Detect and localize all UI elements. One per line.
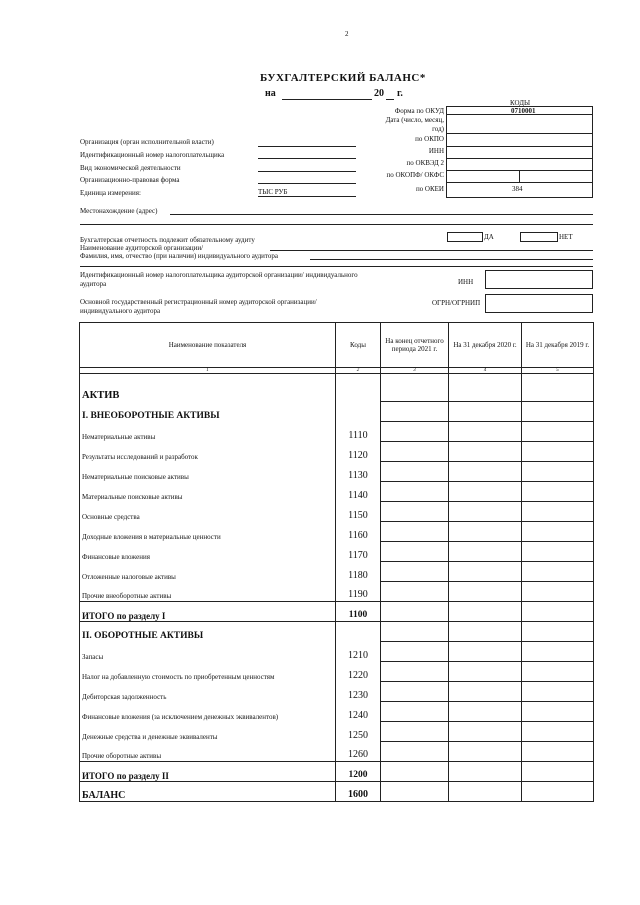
col-number: 2	[336, 368, 381, 374]
section-1-heading: I. ВНЕОБОРОТНЫЕ АКТИВЫ	[80, 402, 336, 422]
row-code: 1210	[336, 642, 381, 662]
value-cell[interactable]	[449, 462, 522, 482]
row-code: 1220	[336, 662, 381, 682]
value-cell[interactable]	[449, 442, 522, 462]
org-input-line[interactable]	[258, 146, 356, 147]
row-code: 1120	[336, 442, 381, 462]
value-cell[interactable]	[522, 502, 594, 522]
value-cell[interactable]	[449, 602, 522, 622]
value-cell[interactable]	[522, 682, 594, 702]
value-cell[interactable]	[522, 482, 594, 502]
table-row	[80, 742, 594, 762]
audit-no-label: НЕТ	[559, 233, 573, 241]
table-row	[80, 642, 594, 662]
location-label: Местонахождение (адрес)	[80, 207, 158, 215]
audit-ogrn-label: ОГРН/ОГРНИП	[432, 299, 481, 307]
value-cell[interactable]	[449, 482, 522, 502]
header-name: Наименование показателя	[80, 323, 336, 368]
value-cell[interactable]	[522, 542, 594, 562]
section-2-heading: II. ОБОРОТНЫЕ АКТИВЫ	[80, 622, 336, 642]
row-label: Дебиторская задолженность	[80, 682, 336, 702]
audit-subject: Бухгалтерская отчетность подлежит обязательному аудиту	[80, 236, 255, 244]
date-label-line1: Дата (число, месяц,	[385, 116, 444, 124]
value-cell[interactable]	[381, 442, 449, 462]
row-label: Запасы	[80, 642, 336, 662]
row-label: Основные средства	[80, 502, 336, 522]
year-suffix: г.	[397, 88, 403, 99]
table-row	[80, 562, 594, 582]
balance-label: БАЛАНС	[80, 782, 336, 802]
value-cell[interactable]	[522, 602, 594, 622]
row-code: 1110	[336, 422, 381, 442]
value-cell[interactable]	[381, 642, 449, 662]
value-cell[interactable]	[449, 582, 522, 602]
audit-inn-input[interactable]	[485, 270, 593, 289]
value-cell[interactable]	[522, 462, 594, 482]
balance-code: 1600	[336, 782, 381, 802]
row-code: 1130	[336, 462, 381, 482]
value-cell[interactable]	[449, 422, 522, 442]
table-row	[80, 722, 594, 742]
value-cell[interactable]	[449, 702, 522, 722]
okud-value: 0710001	[511, 107, 536, 115]
date-day-month-line[interactable]	[282, 99, 372, 100]
header-period-end: На конец отчетного периода 2021 г.	[381, 323, 449, 368]
table-row	[80, 422, 594, 442]
row-code: 1180	[336, 562, 381, 582]
value-cell[interactable]	[381, 722, 449, 742]
section-2-rows	[80, 642, 594, 762]
audit-no-checkbox[interactable]	[520, 232, 558, 242]
value-cell[interactable]	[522, 782, 594, 802]
row-label: Отложенные налоговые активы	[80, 562, 336, 582]
value-cell[interactable]	[449, 642, 522, 662]
unit-label: Единица измерения:	[80, 189, 141, 197]
year-line[interactable]	[386, 99, 394, 100]
col-number: 5	[522, 368, 594, 374]
row-code: 1140	[336, 482, 381, 502]
audit-inn-label: ИНН	[458, 278, 474, 286]
row-label: Нематериальные активы	[80, 422, 336, 442]
row-code: 1160	[336, 522, 381, 542]
audit-org-input-line[interactable]	[270, 250, 593, 251]
value-cell[interactable]	[381, 542, 449, 562]
value-cell[interactable]	[522, 762, 594, 782]
value-cell[interactable]	[449, 522, 522, 542]
okved-label: по ОКВЭД 2	[406, 159, 444, 167]
table-row	[80, 442, 594, 462]
value-cell[interactable]	[449, 722, 522, 742]
auditor-name-input-line[interactable]	[310, 259, 593, 260]
col-number: 4	[449, 368, 522, 374]
audit-ogrn-text-1: Основной государственный регистрационный номер аудиторской организации/	[80, 298, 317, 306]
row-label: Нематериальные поисковые активы	[80, 462, 336, 482]
row-code: 1190	[336, 582, 381, 602]
col-number: 3	[381, 368, 449, 374]
value-cell[interactable]	[381, 522, 449, 542]
value-cell[interactable]	[522, 442, 594, 462]
row-code: 1230	[336, 682, 381, 702]
row-label: Денежные средства и денежные эквиваленты	[80, 722, 336, 742]
unit-value: ТЫС РУБ	[258, 188, 288, 196]
location-input-line[interactable]	[170, 214, 593, 215]
value-cell[interactable]	[381, 762, 449, 782]
value-cell[interactable]	[449, 662, 522, 682]
row-code: 1240	[336, 702, 381, 722]
legal-form-label: Организационно-правовая форма	[80, 176, 180, 184]
value-cell[interactable]	[522, 642, 594, 662]
total-2-label: ИТОГО по разделу II	[80, 762, 336, 782]
okei-value: 384	[512, 185, 523, 193]
table-row	[80, 462, 594, 482]
row-label: Доходные вложения в материальные ценности	[80, 522, 336, 542]
value-cell[interactable]	[449, 742, 522, 762]
row-code: 1170	[336, 542, 381, 562]
value-cell[interactable]	[522, 582, 594, 602]
row-label: Финансовые вложения	[80, 542, 336, 562]
value-cell[interactable]	[381, 742, 449, 762]
okopf-label: по ОКОПФ/ ОКФС	[386, 171, 444, 179]
row-label: Налог на добавленную стоимость по приобретенным ценностям	[80, 662, 336, 682]
value-cell[interactable]	[449, 562, 522, 582]
row-label: Прочие оборотные активы	[80, 742, 336, 762]
value-cell[interactable]	[381, 462, 449, 482]
header-code: Коды	[336, 323, 381, 368]
header-dec-2020: На 31 декабря 2020 г.	[449, 323, 522, 368]
value-cell[interactable]	[522, 702, 594, 722]
okud-label: Форма по ОКУД	[394, 107, 444, 115]
row-code: 1250	[336, 722, 381, 742]
activity-label: Вид экономической деятельности	[80, 164, 181, 172]
value-cell[interactable]	[381, 662, 449, 682]
value-cell[interactable]	[381, 602, 449, 622]
value-cell[interactable]	[381, 422, 449, 442]
table-row	[80, 702, 594, 722]
table-row	[80, 682, 594, 702]
okpo-label: по ОКПО	[415, 135, 444, 143]
row-code: 1150	[336, 502, 381, 522]
value-cell[interactable]	[449, 682, 522, 702]
value-cell[interactable]	[522, 562, 594, 582]
value-cell[interactable]	[449, 502, 522, 522]
section-1-rows	[80, 422, 594, 602]
taxid-label: Идентификационный номер налогоплательщика	[80, 151, 225, 159]
taxid-input-line[interactable]	[258, 158, 356, 159]
table-row	[80, 522, 594, 542]
auditor-name-label: Фамилия, имя, отчество (при наличии) индивидуального аудитора	[80, 252, 278, 260]
date-label-line2: год)	[432, 125, 444, 133]
row-label: Финансовые вложения (за исключением денежных эквивалентов)	[80, 702, 336, 722]
value-cell[interactable]	[381, 482, 449, 502]
year-prefix: 20	[374, 88, 384, 99]
row-label: Материальные поисковые активы	[80, 482, 336, 502]
col-number: 1	[80, 368, 336, 374]
value-cell[interactable]	[522, 522, 594, 542]
value-cell[interactable]	[449, 782, 522, 802]
total-1-code: 1100	[336, 602, 381, 622]
assets-heading: АКТИВ	[80, 374, 336, 402]
value-cell[interactable]	[522, 722, 594, 742]
audit-ogrn-text-2: индивидуального аудитора	[80, 307, 161, 315]
audit-inn-text-2: аудитора	[80, 280, 107, 288]
page-title: БУХГАЛТЕРСКИЙ БАЛАНС*	[260, 72, 426, 84]
table-row	[80, 482, 594, 502]
value-cell[interactable]	[381, 502, 449, 522]
header-dec-2019: На 31 декабря 2019 г.	[522, 323, 594, 368]
inn-label: ИНН	[428, 147, 444, 155]
value-cell[interactable]	[381, 702, 449, 722]
value-cell[interactable]	[522, 742, 594, 762]
balance-table	[79, 322, 594, 802]
audit-yes-checkbox[interactable]	[447, 232, 483, 242]
value-cell[interactable]	[522, 662, 594, 682]
row-label: Результаты исследований и разработок	[80, 442, 336, 462]
value-cell[interactable]	[381, 782, 449, 802]
legal-form-input-line[interactable]	[258, 183, 356, 184]
date-prefix: на	[265, 88, 276, 99]
total-1-label: ИТОГО по разделу I	[80, 602, 336, 622]
activity-input-line[interactable]	[258, 171, 356, 172]
table-row	[80, 582, 594, 602]
table-row	[80, 662, 594, 682]
codes-header: КОДЫ	[510, 99, 531, 107]
page-number: 2	[345, 30, 349, 38]
value-cell[interactable]	[381, 582, 449, 602]
table-row	[80, 502, 594, 522]
value-cell[interactable]	[381, 682, 449, 702]
row-code: 1260	[336, 742, 381, 762]
value-cell[interactable]	[449, 542, 522, 562]
audit-ogrn-input[interactable]	[485, 294, 593, 313]
value-cell[interactable]	[381, 562, 449, 582]
table-row	[80, 542, 594, 562]
row-label: Прочие внеоборотные активы	[80, 582, 336, 602]
value-cell[interactable]	[522, 422, 594, 442]
org-label: Организация (орган исполнительной власти)	[80, 138, 214, 146]
audit-org-label: Наименование аудиторской организации/	[80, 244, 204, 252]
total-2-code: 1200	[336, 762, 381, 782]
okei-label: по ОКЕИ	[415, 185, 444, 193]
audit-inn-text-1: Идентификационный номер налогоплательщика аудиторской организации/ индивидуального	[80, 271, 358, 279]
audit-yes-label: ДА	[484, 233, 494, 241]
value-cell[interactable]	[449, 762, 522, 782]
